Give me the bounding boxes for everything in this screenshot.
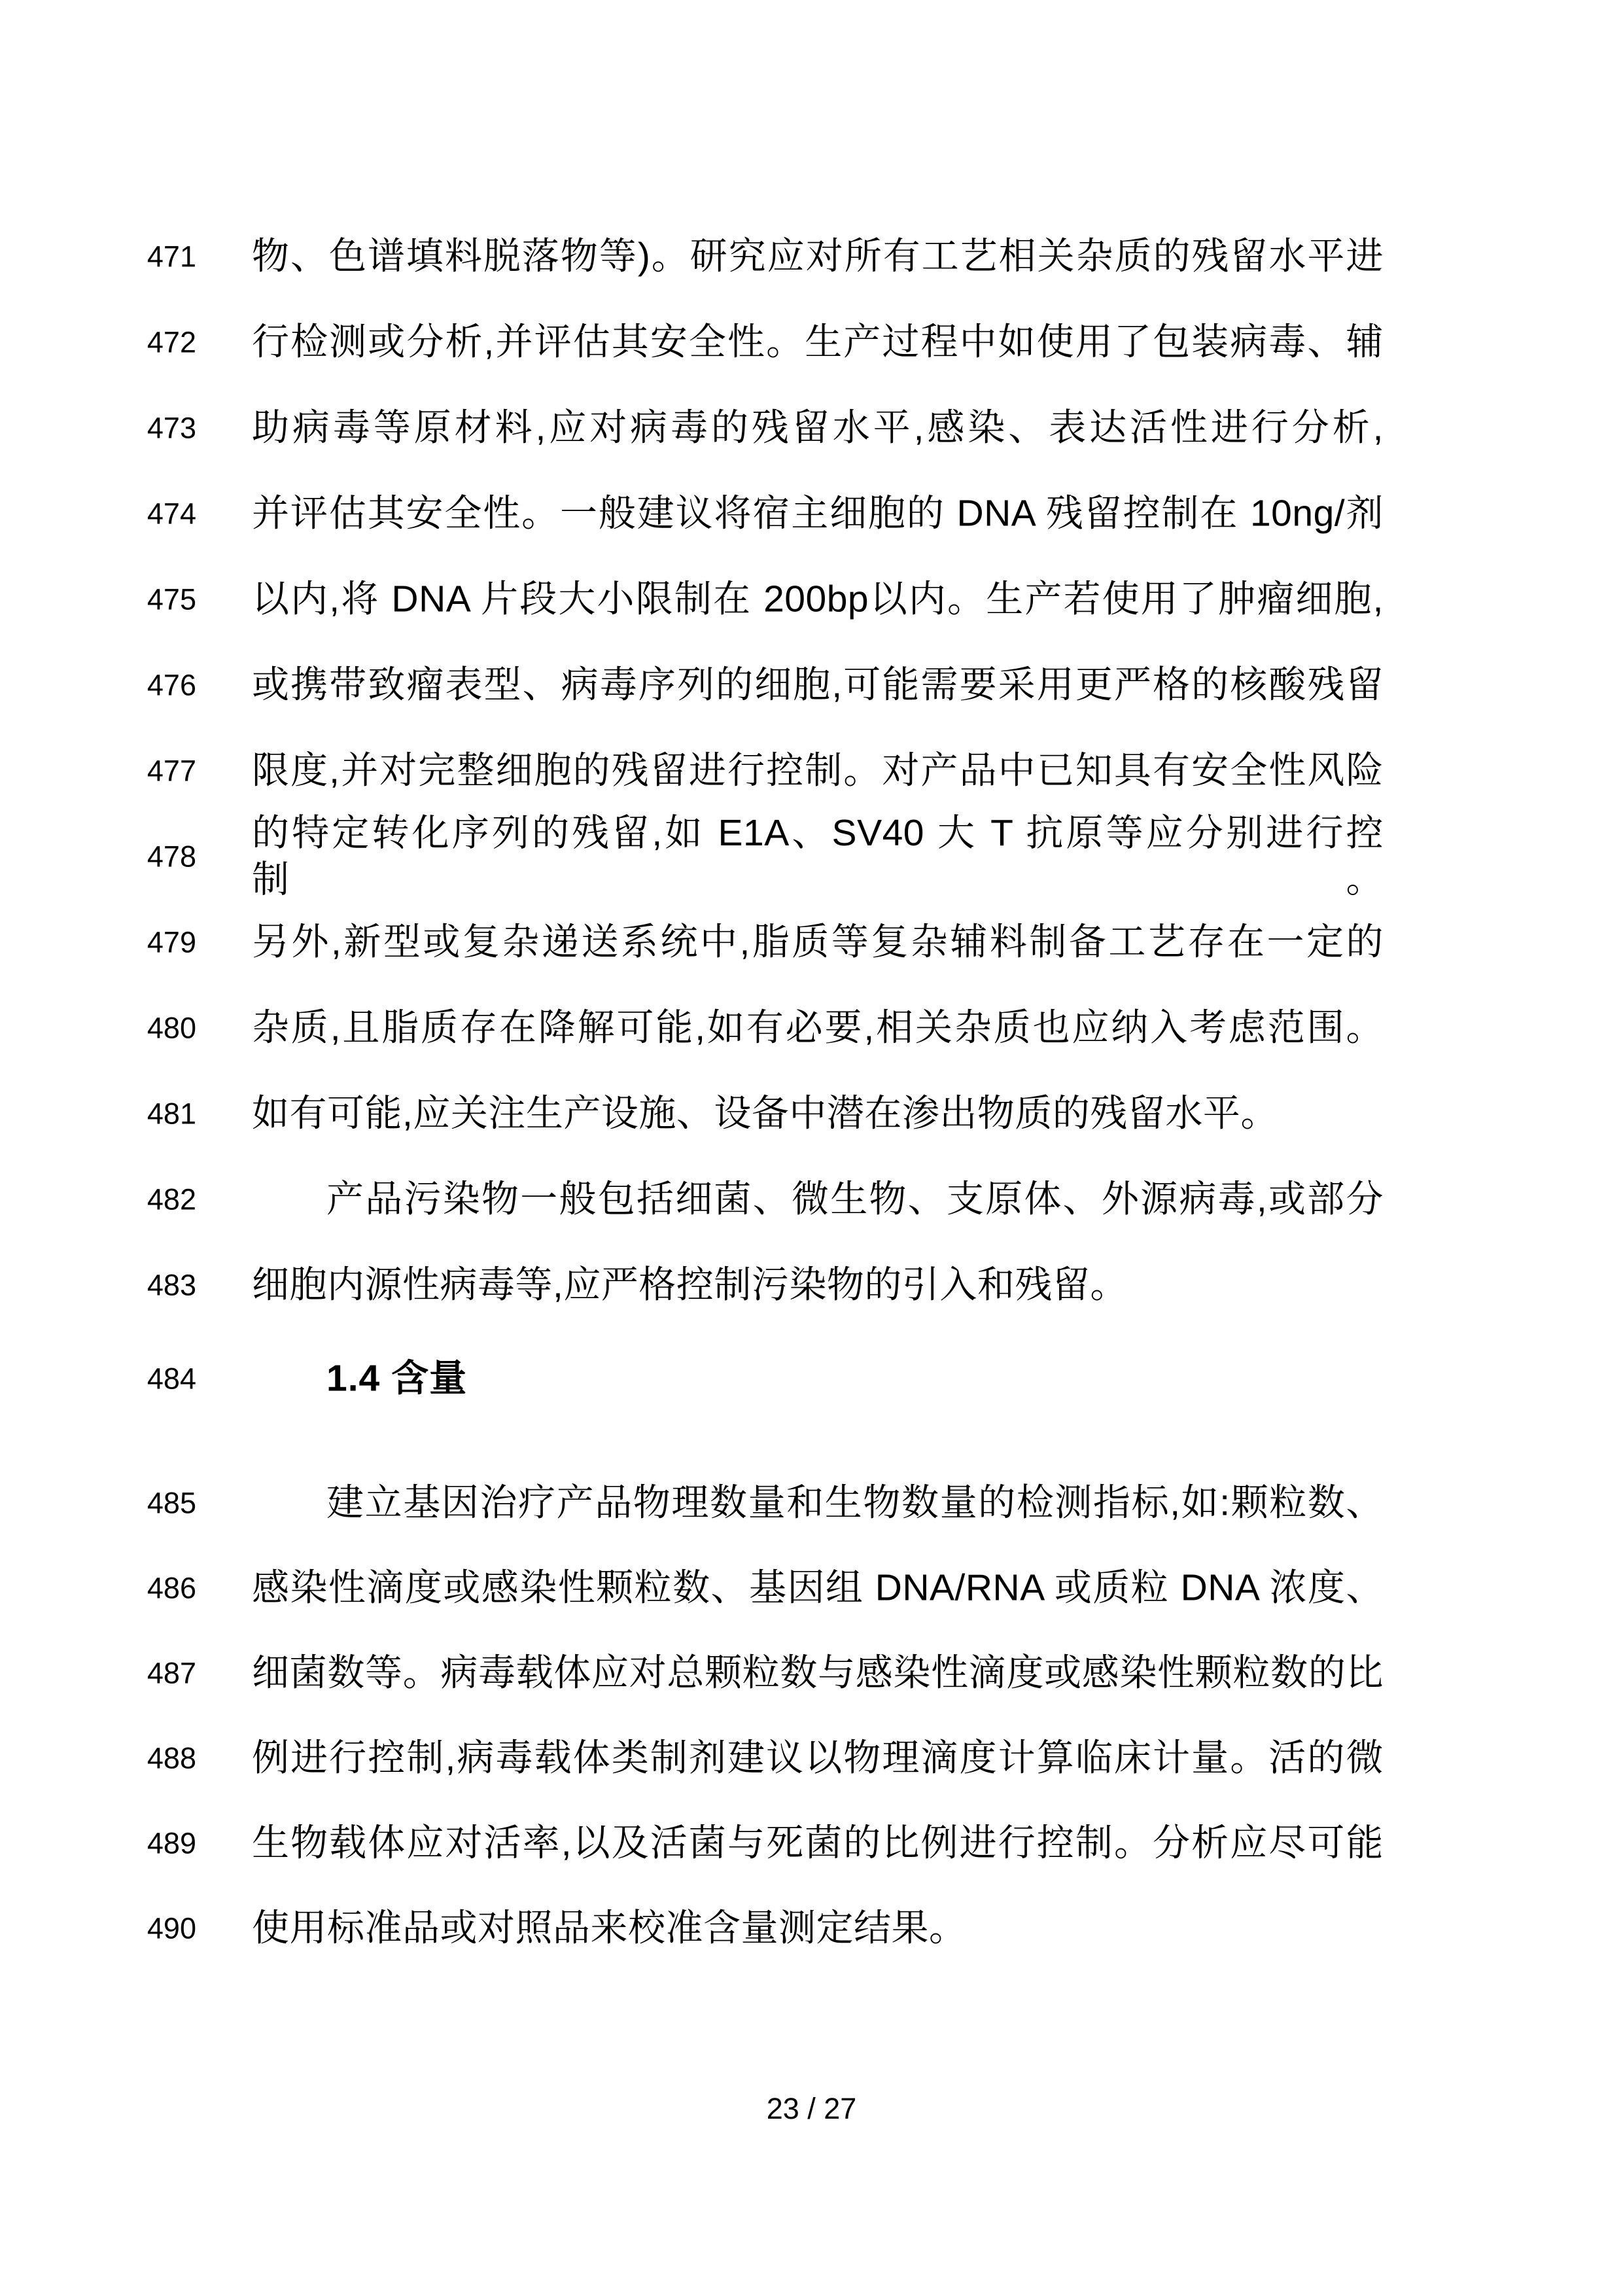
line-text: 例进行控制,病毒载体类制剂建议以物理滴度计算临床计量。活的微 bbox=[252, 1737, 1384, 1779]
line-number: 486 bbox=[147, 1571, 196, 1605]
document-line bbox=[0, 1336, 1623, 1421]
line-number: 488 bbox=[147, 1741, 196, 1775]
document-line bbox=[0, 1886, 1623, 1971]
document-line bbox=[0, 1243, 1623, 1328]
document-line bbox=[0, 900, 1623, 985]
line-number: 485 bbox=[147, 1486, 196, 1520]
line-number: 484 bbox=[147, 1362, 196, 1396]
line-number: 483 bbox=[147, 1268, 196, 1302]
line-number: 474 bbox=[147, 497, 196, 531]
document-line bbox=[0, 1801, 1623, 1886]
document-line bbox=[0, 1631, 1623, 1716]
document-line bbox=[0, 1716, 1623, 1801]
line-text: 细胞内源性病毒等,应严格控制污染物的引入和残留。 bbox=[252, 1263, 1128, 1306]
line-text: 助病毒等原材料,应对病毒的残留水平,感染、表达活性进行分析, bbox=[252, 406, 1384, 449]
line-number: 476 bbox=[147, 668, 196, 702]
document-line bbox=[0, 1545, 1623, 1631]
line-number: 475 bbox=[147, 582, 196, 616]
line-text: 产品污染物一般包括细菌、微生物、支原体、外源病毒,或部分 bbox=[326, 1178, 1384, 1220]
document-line bbox=[0, 557, 1623, 642]
document-line bbox=[0, 643, 1623, 728]
document-line bbox=[0, 1071, 1623, 1156]
line-number: 479 bbox=[147, 925, 196, 959]
line-number: 478 bbox=[147, 839, 196, 874]
line-number: 480 bbox=[147, 1011, 196, 1045]
document-line bbox=[0, 728, 1623, 813]
document-line bbox=[0, 300, 1623, 385]
document-line bbox=[0, 1460, 1623, 1545]
line-text: 另外,新型或复杂递送系统中,脂质等复杂辅料制备工艺存在一定的 bbox=[252, 921, 1384, 963]
line-text: 的特定转化序列的残留,如 E1A、SV40 大 T 抗原等应分别进行控制。 bbox=[252, 811, 1384, 900]
line-number: 473 bbox=[147, 411, 196, 445]
line-text: 或携带致瘤表型、病毒序列的细胞,可能需要采用更严格的核酸残留 bbox=[252, 663, 1384, 706]
line-number: 477 bbox=[147, 754, 196, 788]
line-number: 482 bbox=[147, 1182, 196, 1216]
line-number: 487 bbox=[147, 1656, 196, 1690]
line-text: 使用标准品或对照品来校准含量测定结果。 bbox=[252, 1907, 967, 1949]
line-text: 行检测或分析,并评估其安全性。生产过程中如使用了包装病毒、辅 bbox=[252, 321, 1384, 363]
document-line bbox=[0, 811, 1623, 900]
line-text: 细菌数等。病毒载体应对总颗粒数与感染性滴度或感染性颗粒数的比 bbox=[252, 1651, 1384, 1694]
line-number: 481 bbox=[147, 1097, 196, 1131]
section-heading: 1.4 含量 bbox=[326, 1357, 468, 1400]
line-text: 物、色谱填料脱落物等)。研究应对所有工艺相关杂质的残留水平进 bbox=[252, 235, 1384, 277]
line-text: 感染性滴度或感染性颗粒数、基因组 DNA/RNA 或质粒 DNA 浓度、 bbox=[252, 1566, 1384, 1609]
line-number: 490 bbox=[147, 1911, 196, 1945]
line-number: 489 bbox=[147, 1826, 196, 1860]
document-line bbox=[0, 214, 1623, 299]
line-text: 建立基因治疗产品物理数量和生物数量的检测指标,如:颗粒数、 bbox=[326, 1481, 1384, 1524]
line-text: 生物载体应对活率,以及活菌与死菌的比例进行控制。分析应尽可能 bbox=[252, 1822, 1384, 1864]
document-line bbox=[0, 471, 1623, 556]
line-text: 以内,将 DNA 片段大小限制在 200bp以内。生产若使用了肿瘤细胞, bbox=[252, 578, 1384, 620]
document-line bbox=[0, 1157, 1623, 1242]
document-line bbox=[0, 385, 1623, 470]
line-text: 如有可能,应关注生产设施、设备中潜在渗出物质的残留水平。 bbox=[252, 1092, 1278, 1135]
line-text: 并评估其安全性。一般建议将宿主细胞的 DNA 残留控制在 10ng/剂 bbox=[252, 492, 1384, 535]
line-number: 471 bbox=[147, 239, 196, 274]
line-text: 杂质,且脂质存在降解可能,如有必要,相关杂质也应纳入考虑范围。 bbox=[252, 1006, 1384, 1049]
page-number: 23 / 27 bbox=[766, 2092, 857, 2125]
line-number: 472 bbox=[147, 325, 196, 359]
document-line bbox=[0, 985, 1623, 1070]
line-text: 限度,并对完整细胞的残留进行控制。对产品中已知具有安全性风险 bbox=[252, 749, 1384, 792]
